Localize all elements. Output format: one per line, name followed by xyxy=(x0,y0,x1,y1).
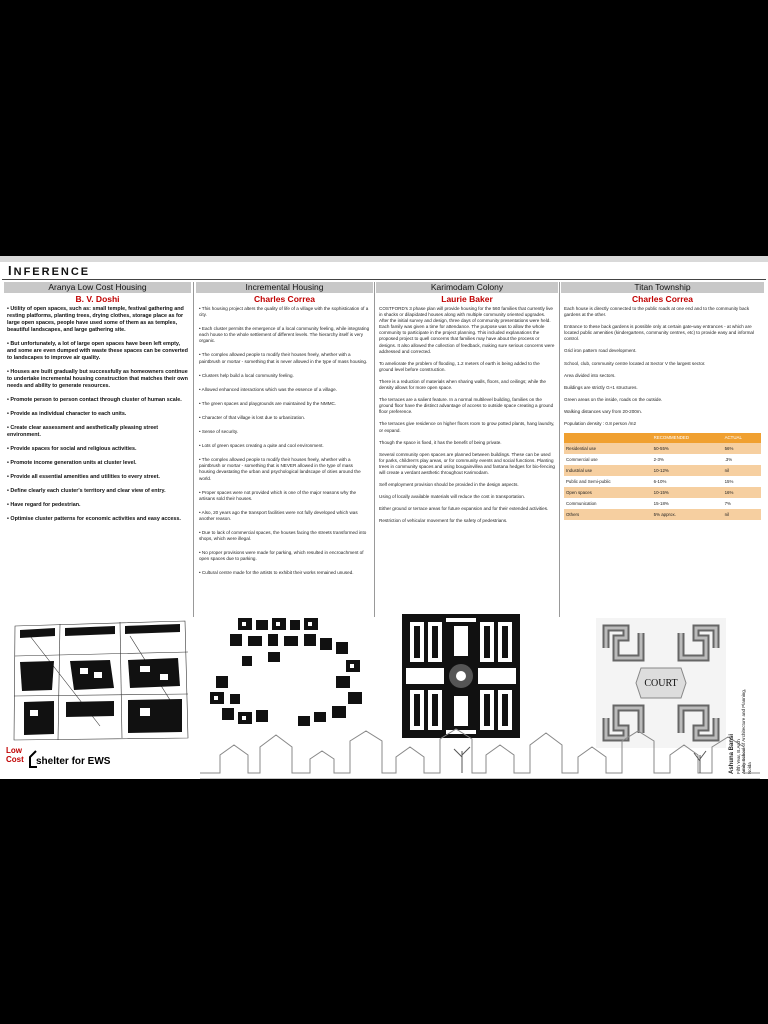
paragraph: • No proper provisions were made for parking, which resulted in encroachment of open spaces due to parking. xyxy=(199,550,364,562)
table-header: RECOMMENDED xyxy=(652,433,723,443)
paragraph: • Due to lack of commercial spaces, the houses facing the streets transformed into shops, which were illegal. xyxy=(199,529,367,542)
skyline-illustration xyxy=(200,711,760,779)
paragraph: Restriction of vehicular movement for the safety of pedestrians. xyxy=(379,518,508,524)
paragraph: • Promote income generation units at cluster level. xyxy=(7,460,137,466)
column-heading: Titan Township xyxy=(561,282,764,293)
table-cell: .3% xyxy=(724,456,733,462)
paragraph: • Optimise cluster patterns for economic activities and easy access. xyxy=(7,516,181,522)
table-cell: 50-55% xyxy=(652,443,723,454)
paragraph: • Character of that village is lost due to urbanization. xyxy=(199,414,306,420)
column-architect: Charles Correa xyxy=(254,294,315,304)
table-cell: Residential use xyxy=(564,443,652,454)
table-cell: Industrial use xyxy=(564,465,652,476)
column-architect: Charles Correa xyxy=(632,294,693,304)
paragraph: COSTFORD's 3 phase plan will provide housing for the 560 families that currently live in shacks or dilapidated houses along with multiple community oriented upgrades. After the initial survey and design, three days of community presentations were held. Each family was given a time for attendance. The purpose was to allow the whole community to participate in the project planning. This included explanations the proposed project to quell concerns that families may have about the process or designs. It also allowed the collection of feedback, making sure serious concerns were addressed and corrected. xyxy=(379,306,555,354)
paragraph: • Clusters help build a local community feeling. xyxy=(199,372,294,378)
table-cell: nil xyxy=(723,509,761,520)
table-cell: 15-18% xyxy=(653,500,669,506)
paragraph: Several community open spaces are planned between buildings. These can be used for parks, children's play areas, or for community events and social functions. Planting trees in community spaces and using bougainvillea and fantana hedges for bio-fencing will create a verdant aesthetic throughout Karimodam. xyxy=(379,451,555,475)
paragraph: • Cultural centre made for the artists to exhibit their works remained unused. xyxy=(199,570,354,576)
paragraph: School, club, community centre located at Sector V the largest sector. xyxy=(564,360,706,366)
column-divider xyxy=(559,282,560,617)
paragraph: • Define clearly each cluster's territory and clear view of entry. xyxy=(7,488,166,494)
table-cell: 5% approx. xyxy=(652,509,723,520)
paragraph: Grid iron pattern road development. xyxy=(564,348,637,354)
paragraph: • Promote person to person contact through cluster of human scale. xyxy=(7,397,182,403)
title-divider xyxy=(2,279,766,280)
column-heading: Aranya Low Cost Housing xyxy=(4,282,191,293)
paragraph: • Have regard for pedestrian. xyxy=(7,502,81,508)
table-row xyxy=(564,498,761,509)
table-cell: Communication xyxy=(566,500,597,506)
table-cell: Commercial use xyxy=(566,456,598,462)
table-row xyxy=(564,487,761,498)
table-cell: 6-10% xyxy=(653,478,667,484)
column-karimodam xyxy=(376,282,558,617)
table-header: ACTUAL xyxy=(723,433,761,443)
author-line: Fifth Year, B.Arch xyxy=(735,739,741,774)
table-row xyxy=(564,443,761,454)
paragraph: • Also, 20 years ago the transport facilities were not fully developed which was another reason. xyxy=(199,509,358,521)
table-row xyxy=(564,465,761,476)
paragraph: • This housing project alters the quality of life of a village with the sophistication of a city. xyxy=(199,306,369,318)
logo-cost-text: Cost xyxy=(6,755,24,764)
page-title: INFERENCE xyxy=(8,263,91,278)
author-name: Ashuna Bansi xyxy=(729,733,735,774)
column-architect: B. V. Doshi xyxy=(75,294,120,304)
top-band xyxy=(0,256,768,262)
table-cell: Open spaces xyxy=(564,487,652,498)
table-cell: 2-3% xyxy=(653,456,664,462)
column-aranya xyxy=(4,282,191,617)
paragraph: Self employment provision should be provided in the design aspects. xyxy=(379,482,519,488)
table-cell: 15% xyxy=(724,478,734,484)
low-cost-logo xyxy=(6,746,111,767)
author-line: Amity School of Architecture and Planning, xyxy=(741,688,746,774)
paragraph: • Lots of green spaces creating a quite and cool environment. xyxy=(199,443,324,449)
paragraph: • The green spaces and playgrounds are maintained by the NMMC. xyxy=(199,400,337,406)
paragraph: • The complex allowed people to modify their houses freely, whether with a paintbrush or mortar - something that is NEVER allowed in the type of mass housing devastating the urban and psychological landscape of cities around the world. xyxy=(199,457,361,481)
table-cell: 16% xyxy=(723,487,761,498)
paragraph: • But unfortunately, a lot of large open spaces have been left empty, and some are even dumped with waste these spaces can be converted to landscapes to improve air quality. xyxy=(7,341,188,361)
paragraph: The terraces give residence on higher floors room to grow potted plants, hang laundry, or expand. xyxy=(379,421,555,433)
paragraph: The terraces are a salient feature. In a normal multilevel building, families on the ground floor have the distinct advantage of access to outside space creating a ground floor preference. xyxy=(379,397,554,415)
paragraph: • Provide spaces for social and religious activities. xyxy=(7,446,137,452)
column-body xyxy=(196,305,373,585)
paragraph: • Provide as individual character to each units. xyxy=(7,411,127,417)
paragraph: • Utility of open spaces, such as: small temple, festival gathering and resting platforms, planting trees, drying clothes, storage place as for large open spaces, people have used some of them as as temples, beautiful landscapes, and large gathering site. xyxy=(7,306,184,333)
table-header-row xyxy=(564,433,761,443)
paragraph: • Proper spaces were not provided which is one of the major reasons why the artisans sold their houses. xyxy=(199,489,357,501)
table-header xyxy=(564,433,652,443)
paragraph: • Houses are built gradually but successfully as homeowners continue to undertake incremental housing construction that matches their own needs and ability to generate resources. xyxy=(7,369,188,389)
column-body xyxy=(4,305,191,531)
paragraph: • The complex allowed people to modify their houses freely, whether with a paintbrush or mortar - something that is never allowed in the type of mass housing. xyxy=(199,352,368,364)
paragraph: Green areas on the inside, roads on the outside. xyxy=(564,396,663,402)
land-use-table xyxy=(564,433,761,520)
column-body xyxy=(561,305,764,521)
court-label: COURT xyxy=(644,678,678,689)
paragraph: • Sense of security. xyxy=(199,429,239,435)
paragraph: Population density : 0.8 person /m2 xyxy=(564,421,637,427)
table-cell: 7% xyxy=(724,500,731,506)
logo-low-text: Low xyxy=(6,746,22,755)
column-divider xyxy=(374,282,375,617)
paragraph: Using of locally available materials will reduce the cost in transportation. xyxy=(379,494,526,500)
inference-sheet xyxy=(0,256,768,779)
paragraph: Walking distances vary from 20-200m. xyxy=(564,408,642,414)
table-cell: 10-15% xyxy=(652,487,723,498)
column-body xyxy=(376,305,558,531)
column-heading: Incremental Housing xyxy=(196,282,373,293)
paragraph: • Create clear assessment and aesthetically pleasing street environment. xyxy=(7,425,159,438)
column-heading: Karimodam Colony xyxy=(376,282,558,293)
paragraph: Though the space is fixed, it has the benefit of being private. xyxy=(379,439,502,445)
paragraph: Each house is directly connected to the public roads at one end and to the community back gardens at the other. xyxy=(564,306,750,318)
author-credit xyxy=(730,654,768,774)
column-divider xyxy=(193,282,194,617)
column-architect: Laurie Baker xyxy=(441,294,493,304)
table-cell: Others xyxy=(564,509,652,520)
paragraph: To ameliorate the problem of flooding, 1.2 meters of earth is being added to the ground level before construction. xyxy=(379,360,540,372)
column-titan xyxy=(561,282,764,617)
paragraph: There is a reduction of materials when sharing walls, floors, and ceilings; while the density allows for more open space. xyxy=(379,378,546,391)
table-cell: 10-12% xyxy=(652,465,723,476)
paragraph: • Each cluster permits the emergence of a local community feeling, while integrating each house to the whole settlement of different levels. The hierarchy itself is very organic. xyxy=(199,326,370,344)
table-cell: 56% xyxy=(723,443,761,454)
column-incremental xyxy=(196,282,373,617)
table-row xyxy=(564,454,761,465)
paragraph: Buildings are strictly G+1 structures. xyxy=(564,384,638,390)
paragraph: • Provide all essential amenities and utilities to every street. xyxy=(7,474,160,480)
paragraph: Area divided into sectors. xyxy=(564,372,616,378)
table-row xyxy=(564,509,761,520)
table-cell: nil xyxy=(723,465,761,476)
paragraph: Either ground or terrace areas for future expansion and for their extended activities. xyxy=(379,506,549,512)
table-row xyxy=(564,476,761,487)
paragraph: Entrance to these back gardens is possible only at certain gate-way entrances - at which are located public amenities (kindergartens, community centres, etc) to provide easy and informal control. xyxy=(564,324,754,342)
table-cell: Public and Semi-public xyxy=(566,478,611,484)
paragraph: • Allowed enhanced interactions which was the essence of a village. xyxy=(199,386,337,392)
logo-tagline: shelter for EWS xyxy=(36,756,111,767)
aranya-site-plan xyxy=(10,616,190,744)
author-line: Noida xyxy=(746,762,752,774)
